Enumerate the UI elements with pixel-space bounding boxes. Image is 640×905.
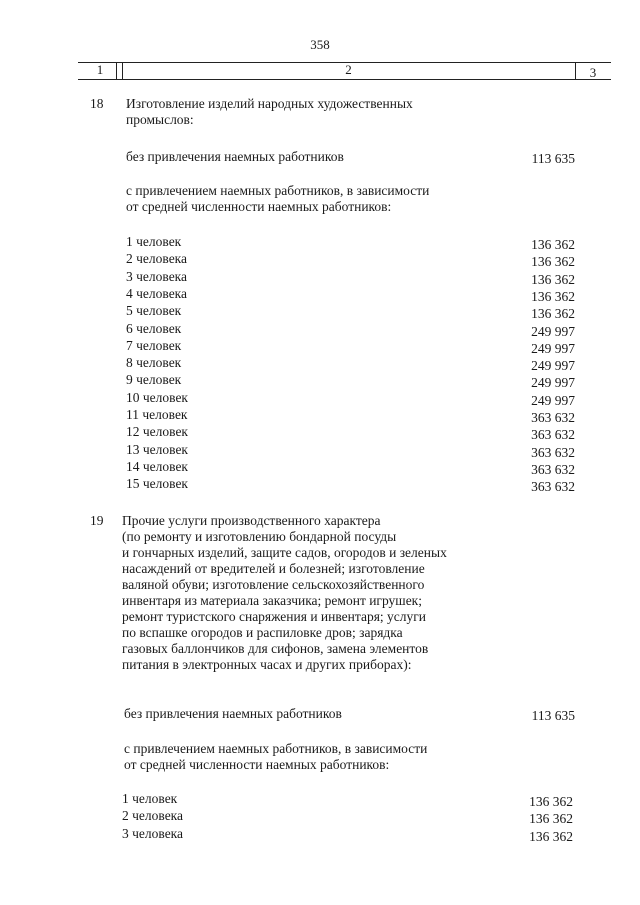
row-label: 3 человека xyxy=(122,825,184,841)
employees-intro: с привлечением наемных работников, в зависимости от средней численности наемных работников: xyxy=(126,183,430,214)
row-value: 363 632 xyxy=(531,427,575,443)
row-value: 363 632 xyxy=(531,461,575,477)
row-label: 10 человек xyxy=(126,389,188,405)
header-col-1: 1 xyxy=(78,63,123,79)
section-number: 18 xyxy=(90,96,104,111)
row-label: 1 человек xyxy=(126,234,182,249)
no-employees-value: 113 635 xyxy=(531,151,575,166)
row-value: 136 362 xyxy=(529,794,573,809)
row-label: 15 человек xyxy=(126,476,188,492)
row-value: 249 997 xyxy=(531,392,575,408)
no-employees-label: без привлечения наемных работников xyxy=(126,149,344,164)
row-label: 14 человек xyxy=(126,458,188,474)
page-number: 358 xyxy=(310,37,330,52)
header-col-2: 2 xyxy=(122,63,576,79)
header-col-3: 3 xyxy=(589,65,597,80)
row-value: 136 362 xyxy=(529,828,573,844)
row-value: 136 362 xyxy=(531,254,575,270)
row-label: 4 человека xyxy=(126,285,188,301)
section-number: 19 xyxy=(90,513,104,528)
section-title: Прочие услуги производственного характера (по ремонту и изготовлению бондарной посуды и гончарных изделий, защите садов, огородов и зеленых насаждений от вредителей и болезней; изготовление валяной обуви; изготовление сельскохозяйственного инвентаря из материала заказчика; ремонт игрушек; ремонт туристского снаряжения и инвентаря; услуги по вспашке огородов и распиловке дров; зарядка газовых баллончиков для сифонов, замена элементов питания в электронных часах и других приборах): xyxy=(122,513,447,672)
table-header-row xyxy=(78,62,611,80)
row-value: 136 362 xyxy=(531,306,575,322)
row-value: 136 362 xyxy=(531,271,575,287)
row-label: 2 человека xyxy=(122,808,184,824)
row-value: 136 362 xyxy=(529,811,573,827)
row-label: 7 человек xyxy=(126,337,182,353)
row-value: 136 362 xyxy=(531,288,575,304)
row-label: 8 человек xyxy=(126,355,182,371)
row-value: 249 997 xyxy=(531,358,575,374)
row-value: 249 997 xyxy=(531,323,575,339)
row-value: 363 632 xyxy=(531,444,575,460)
no-employees-label: без привлечения наемных работников xyxy=(124,706,342,721)
row-label: 6 человек xyxy=(126,320,182,336)
row-label: 13 человек xyxy=(126,441,188,457)
row-label: 11 человек xyxy=(126,407,188,422)
row-value: 363 632 xyxy=(531,410,575,425)
row-label: 2 человека xyxy=(126,251,188,267)
row-value: 363 632 xyxy=(531,479,575,495)
row-label: 5 человек xyxy=(126,303,182,319)
row-value: 249 997 xyxy=(531,375,575,391)
no-employees-value: 113 635 xyxy=(531,708,575,723)
employees-intro: с привлечением наемных работников, в зависимости от средней численности наемных работников: xyxy=(124,741,428,772)
header-divider-tick xyxy=(116,63,117,79)
section-title: Изготовление изделий народных художественных промыслов: xyxy=(126,96,413,127)
row-label: 1 человек xyxy=(122,791,178,806)
row-label: 12 человек xyxy=(126,424,188,440)
row-label: 3 человека xyxy=(126,268,188,284)
row-label: 9 человек xyxy=(126,372,182,388)
row-value: 136 362 xyxy=(531,237,575,252)
row-value: 249 997 xyxy=(531,340,575,356)
